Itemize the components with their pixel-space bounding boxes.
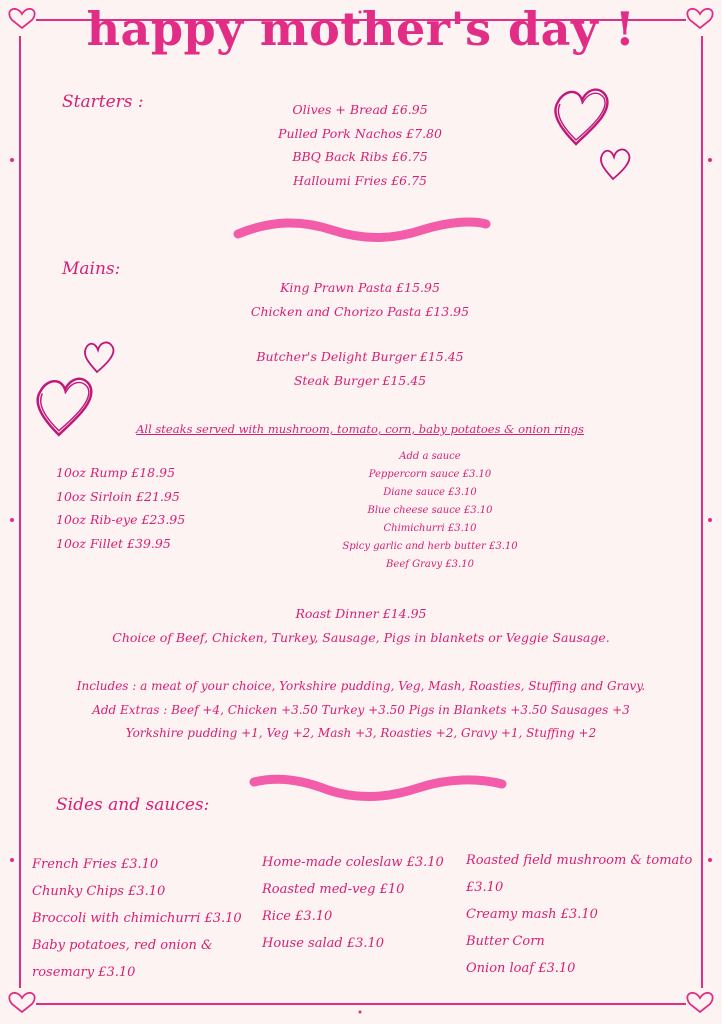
menu-item: Onion loaf £3.10 [466,961,576,976]
menu-item: Creamy mash £3.10 [466,907,598,922]
pasta-list [200,276,520,323]
roast-add-extras: Add Extras : Beef +4, Chicken +3.50 Turkey +3.50 Pigs in Blankets +3.50 Sausages +3 [92,702,630,717]
roast-extras [40,675,682,746]
menu-item: Blue cheese sauce £3.10 [367,505,493,516]
menu-item: Chunky Chips £3.10 [32,884,166,899]
sauce-list [320,448,540,574]
steak-list [56,461,256,555]
menu-item: Chimichurri £3.10 [383,523,477,534]
menu-item: Home-made coleslaw £3.10 [262,855,444,870]
starters-list [200,98,520,192]
menu-item: Spicy garlic and herb butter £3.10 [342,541,518,552]
sides-column-1 [32,851,254,986]
menu-item: Rice £3.10 [262,909,333,924]
menu-item: rosemary £3.10 [32,965,136,980]
menu-item: Steak Burger £15.45 [293,372,427,388]
menu-item: Broccoli with chimichurri £3.10 [32,911,242,926]
mains-heading: Mains: [62,259,121,279]
sides-column-3 [466,847,700,982]
menu-item: Halloumi Fries £6.75 [293,172,427,188]
starters-heading: Starters : [62,92,144,112]
sides-heading: Sides and sauces: [56,795,210,815]
menu-item: House salad £3.10 [262,936,385,951]
heart-icon [30,372,98,442]
heart-icon [548,84,614,150]
wave-divider [248,770,508,804]
menu-item: 10oz Fillet £39.95 [56,535,171,551]
menu-item: Roasted med-veg £10 [262,882,405,897]
roast-title: Roast Dinner £14.95 [295,606,427,621]
menu-item: Pulled Pork Nachos £7.80 [278,125,442,141]
page-title: happy mother's day ! [86,2,636,56]
menu-item: 10oz Sirloin £21.95 [56,488,180,504]
heart-icon [80,338,118,376]
menu-item: Peppercorn sauce £3.10 [368,469,492,480]
roast-dinner [60,602,662,649]
menu-item: 10oz Rib-eye £23.95 [56,512,186,527]
menu-item: Butter Corn [466,934,545,949]
menu-item: Baby potatoes, red onion & [32,938,213,953]
roast-choices: Choice of Beef, Chicken, Turkey, Sausage, Pigs in blankets or Veggie Sausage. [112,629,610,645]
menu-item: King Prawn Pasta £15.95 [280,280,440,295]
heart-icon [596,145,634,183]
steak-note: All steaks served with mushroom, tomato, corn, baby potatoes & onion rings [136,422,584,436]
menu-item: French Fries £3.10 [32,857,159,872]
menu-item: Butcher's Delight Burger £15.45 [256,349,464,364]
burger-list [200,345,520,392]
menu-item: 10oz Rump £18.95 [56,465,176,480]
menu-item: BBQ Back Ribs £6.75 [292,149,428,164]
menu-item: Diane sauce £3.10 [383,487,477,498]
menu-item: Beef Gravy £3.10 [386,559,474,570]
sides-column-2 [262,849,462,957]
sauce-heading: Add a sauce [399,451,461,462]
menu-item: Roasted field mushroom & tomato [466,853,693,868]
roast-add-extras: Yorkshire pudding +1, Veg +2, Mash +3, Roasties +2, Gravy +1, Stuffing +2 [125,726,597,740]
menu-item: £3.10 [466,880,504,895]
wave-divider [232,212,492,246]
menu-item: Olives + Bread £6.95 [292,102,428,117]
menu-item: Chicken and Chorizo Pasta £13.95 [250,303,470,319]
roast-includes: Includes : a meat of your choice, Yorkshire pudding, Veg, Mash, Roasties, Stuffing and Gravy. [76,679,646,693]
